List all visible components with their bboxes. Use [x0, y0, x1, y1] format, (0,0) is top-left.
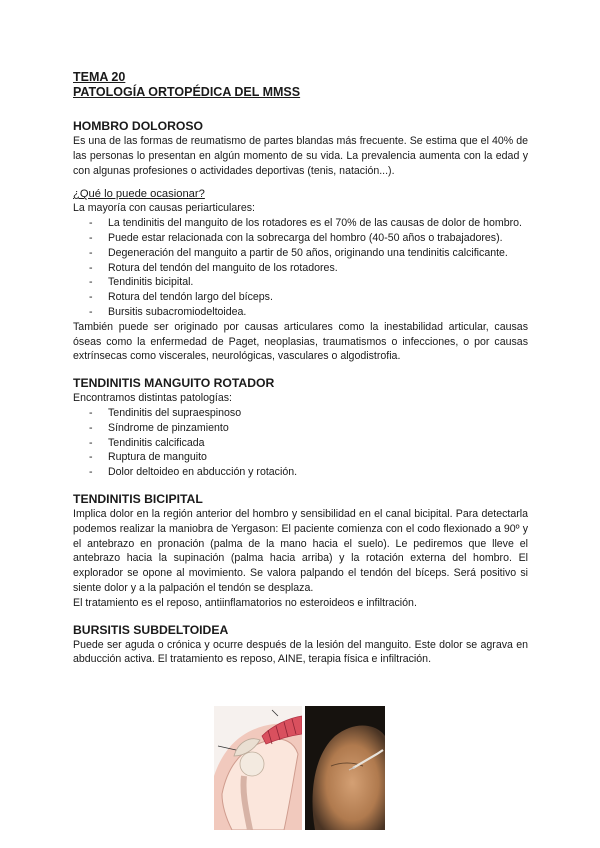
section-bursitis-subdeltoidea — [73, 623, 528, 668]
list-item: - Rotura del tendón largo del bíceps. — [73, 290, 528, 305]
document-page — [73, 70, 528, 667]
manguito-list — [73, 406, 528, 480]
list-item: - Puede estar relacionada con la sobrecarga del hombro (40-50 años o trabajadores). — [73, 231, 528, 246]
list-item: - Tendinitis del supraespinoso — [73, 406, 528, 421]
bicipital-treatment: El tratamiento es el reposo, antiinflamatorios no esteroideos e infiltración. — [73, 596, 417, 609]
list-item: - Degeneración del manguito a partir de 50 años, originando una tendinitis calcificante. — [73, 246, 528, 261]
section-manguito-rotador — [73, 376, 528, 480]
heading-hombro-doloroso: HOMBRO DOLOROSO — [73, 119, 203, 133]
hombro-causes-list — [73, 216, 528, 320]
section-tendinitis-bicipital — [73, 492, 528, 611]
hombro-intro: Es una de las formas de reumatismo de partes blandas más frecuente. Se estima que el 40% de las personas lo presentan en algún momento de su vida. La prevalencia aumenta con la edad y con algunas profesiones o actividades deportivas (tenis, natación...). — [73, 135, 528, 177]
doc-tema: TEMA 20 — [73, 70, 126, 84]
doc-title: PATOLOGÍA ORTOPÉDICA DEL MMSS — [73, 85, 301, 99]
list-item: - Bursitis subacromiodeltoidea. — [73, 305, 528, 320]
clinical-photo — [305, 706, 385, 830]
list-item: - Ruptura de manguito — [73, 450, 528, 465]
bicipital-body: Implica dolor en la región anterior del hombro y sensibilidad en el canal bicipital. Para detectarla podemos realizar la maniobra de Yergason: El paciente comienza con el codo flexionado a 90º y el antebrazo en pronación (palma de la mano hacia el suelo). Le pediremos que lleve el antebrazo hacia la supinación (palma hacia arriba) y la rotación externa del hombro. El explorador se opone al movimiento. Se valora palpando el tendón del bíceps. Será positivo si siente dolor y a la palpación el tendón se desplaza. — [73, 507, 528, 594]
hombro-question: ¿Qué lo puede ocasionar? — [73, 188, 205, 201]
list-item: - Dolor deltoideo en abducción y rotación. — [73, 465, 528, 480]
bursitis-body: Puede ser aguda o crónica y ocurre después de la lesión del manguito. Este dolor se agrava en abducción activa. El tratamiento es reposo, AINE, terapia física e infiltración. — [73, 638, 528, 666]
illustrations — [214, 706, 385, 830]
heading-tendinitis-bicipital: TENDINITIS BICIPITAL — [73, 491, 203, 506]
hombro-lead: La mayoría con causas periarticulares: — [73, 202, 255, 215]
shoulder-anatomy-illustration — [214, 706, 302, 830]
list-item: - Rotura del tendón del manguito de los rotadores. — [73, 261, 528, 276]
list-item: - Síndrome de pinzamiento — [73, 421, 528, 436]
heading-manguito-rotador: TENDINITIS MANGUITO ROTADOR — [73, 376, 275, 391]
shoulder-anatomy-drawing — [214, 706, 302, 830]
clinical-photo-drawing — [305, 706, 385, 830]
section-hombro-doloroso — [73, 119, 528, 364]
list-item: - Tendinitis calcificada — [73, 436, 528, 451]
list-item: - Tendinitis bicipital. — [73, 275, 528, 290]
list-item: - La tendinitis del manguito de los rotadores es el 70% de las causas de dolor de hombro. — [73, 216, 528, 231]
heading-bursitis-subdeltoidea: BURSITIS SUBDELTOIDEA — [73, 622, 229, 637]
manguito-lead: Encontramos distintas patologías: — [73, 392, 232, 405]
hombro-closing: También puede ser originado por causas articulares como la inestabilidad articular, causas óseas como la enfermedad de Paget, neoplasias, traumatismos o infecciones, o por causas extrínsecas como viscerales, neurológicas, vasculares o algodistrofia. — [73, 320, 528, 363]
